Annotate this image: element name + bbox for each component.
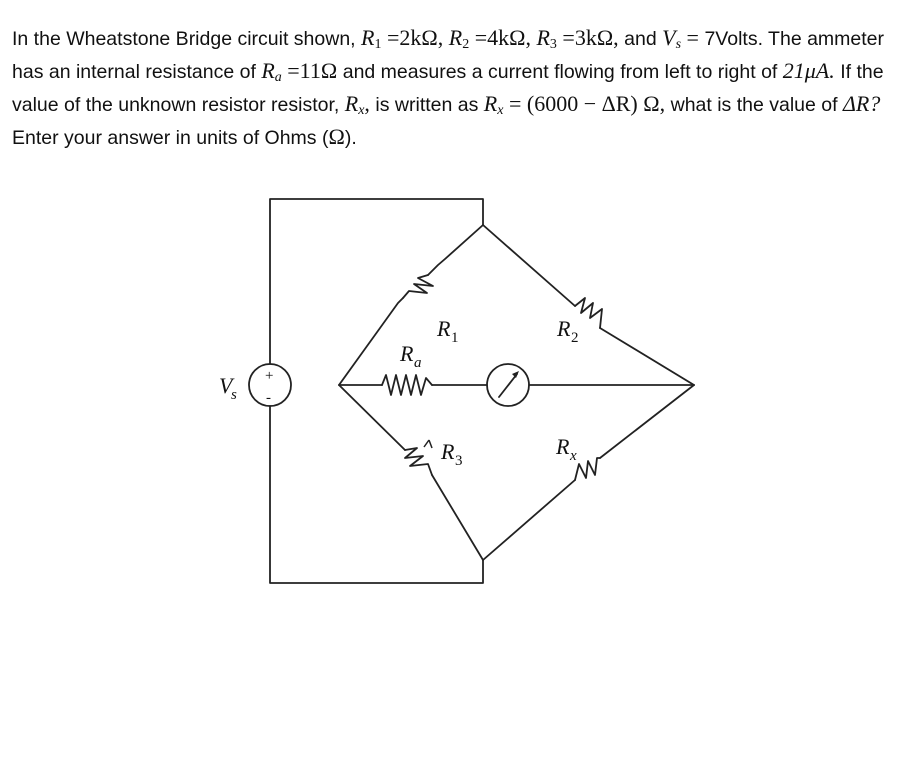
r3-subscript: 3 — [549, 37, 557, 52]
rx-subscript: x — [358, 103, 365, 118]
resistor-ra — [382, 375, 432, 395]
resistor-r2 — [575, 298, 602, 328]
question-segment: If the value of the unknown resistor resistor, — [12, 61, 884, 116]
vs-label-sub: s — [231, 387, 237, 403]
r3-label-sub: 3 — [455, 453, 463, 469]
source-plus-sign: + — [265, 368, 274, 384]
wire-r3 — [339, 385, 483, 560]
delta-r-symbol: ΔR? — [842, 91, 881, 116]
r2-value: =4kΩ, — [469, 25, 537, 50]
vs-subscript: s — [675, 37, 682, 52]
r3-arrow — [424, 440, 432, 448]
resistor-r3 — [405, 448, 432, 475]
r3-label: R — [441, 439, 455, 464]
r1-label: R — [437, 316, 451, 341]
r1-value: =2kΩ, — [381, 25, 449, 50]
ohm-symbol: Ω — [328, 124, 345, 149]
question-segment: is written as — [375, 94, 484, 116]
wire-r2 — [483, 225, 694, 385]
r1-subscript: 1 — [374, 37, 382, 52]
source-minus-sign: - — [266, 390, 271, 406]
outer-wire-bottom — [270, 406, 483, 583]
rx-equation: = (6000 − ΔR) Ω, — [503, 91, 671, 116]
question-segment: what is the value of — [670, 94, 843, 116]
r2-subscript: 2 — [462, 37, 470, 52]
wire-rx — [483, 385, 694, 560]
ammeter-needle — [499, 374, 517, 397]
vs-label: V — [219, 373, 233, 398]
rx-label-sub: x — [570, 448, 577, 464]
ra-label-sub: a — [414, 355, 422, 371]
ammeter-needle-head — [512, 371, 519, 378]
r2-symbol: R — [448, 25, 463, 50]
r1-symbol: R — [361, 25, 375, 50]
r3-value: =3kΩ, — [556, 25, 625, 50]
rx-symbol: R — [483, 91, 498, 116]
question-segment: ). — [344, 127, 357, 149]
question-segment: 7Volts. The ammeter has an internal resistance of — [12, 28, 885, 83]
r1-label-sub: 1 — [451, 330, 459, 346]
question-segment: and measures a current flowing from left to right of — [342, 61, 783, 83]
rx-label: R — [556, 434, 570, 459]
ra-label: R — [400, 341, 414, 366]
question-segment: Enter your answer in units of Ohms ( — [12, 127, 329, 149]
resistor-rx — [575, 458, 600, 480]
ra-subscript: a — [274, 70, 282, 85]
vs-symbol: V — [662, 25, 676, 50]
rx-comma: , — [364, 91, 376, 116]
r2-label-sub: 2 — [571, 330, 579, 346]
vs-equals: = — [681, 25, 705, 50]
rx-subscript: x — [497, 103, 504, 118]
rx-symbol: R — [344, 91, 359, 116]
question-segment: In the Wheatstone Bridge circuit shown, — [12, 28, 362, 50]
r2-label: R — [557, 316, 571, 341]
ra-value: =11Ω — [281, 58, 343, 83]
ra-symbol: R — [261, 58, 275, 83]
r3-symbol: R — [536, 25, 550, 50]
resistor-r1 — [403, 275, 433, 298]
question-segment: and — [624, 28, 663, 50]
current-value: 21μA. — [782, 58, 841, 83]
